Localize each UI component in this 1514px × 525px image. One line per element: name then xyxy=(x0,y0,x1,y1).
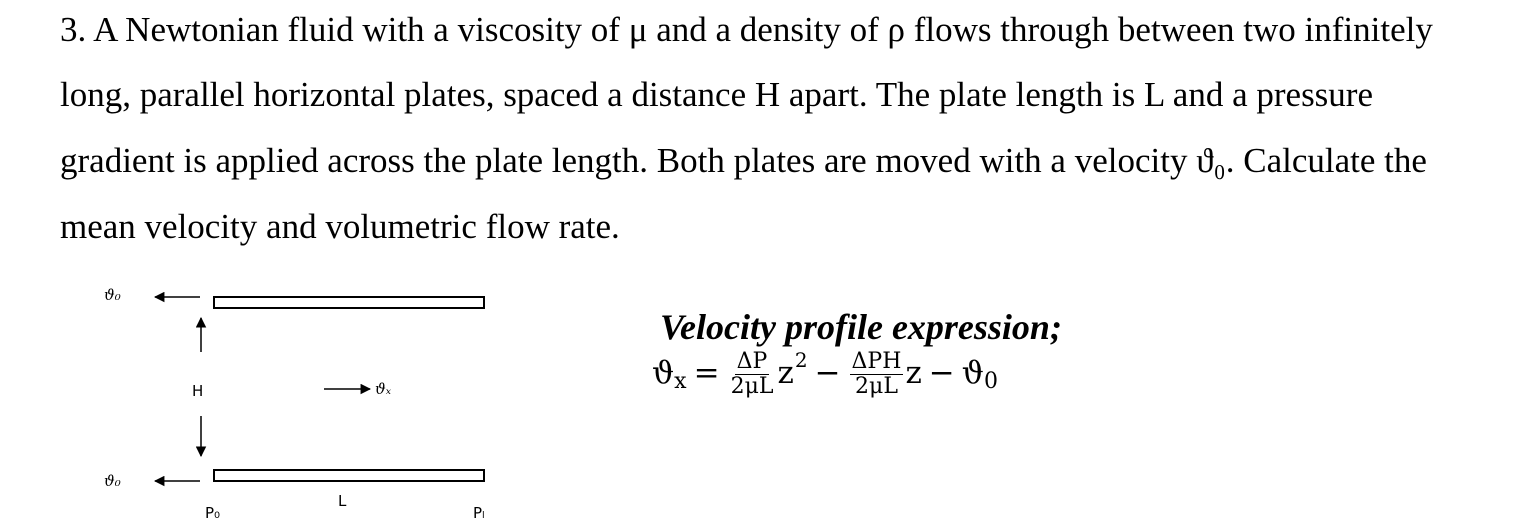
top-plate xyxy=(214,297,484,308)
eq-fraction-1 xyxy=(729,350,776,399)
eq-fraction-2-numerator: ΔPH xyxy=(851,349,902,374)
problem-line-1: 3. A Newtonian fluid with a viscosity of μ and a density of ρ flows through between two infinitely xyxy=(60,10,1433,49)
eq-last-term: ϑ xyxy=(961,354,984,391)
problem-line-4: mean velocity and volumetric flow rate. xyxy=(60,207,620,246)
parallel-plates-diagram xyxy=(90,276,530,525)
eq-last-subscript: 0 xyxy=(983,369,998,394)
bottom-plate xyxy=(214,470,484,481)
velocity-profile-equation xyxy=(652,348,1054,397)
eq-fraction-2 xyxy=(850,350,904,399)
eq-fraction-1-numerator: ΔP xyxy=(736,349,768,374)
eq-lhs-subscript: x xyxy=(674,369,687,394)
eq-term2-variable: z xyxy=(905,354,922,391)
top-velocity-label: ϑ₀ xyxy=(104,286,121,304)
velocity-profile-block xyxy=(652,306,1062,399)
velocity-profile-heading: Velocity profile expression; xyxy=(660,307,1062,347)
eq-minus-2: − xyxy=(928,354,955,391)
eq-lhs: ϑ xyxy=(652,354,675,391)
bottom-velocity-label: ϑ₀ xyxy=(104,472,121,490)
eq-term1-variable: z xyxy=(777,354,794,391)
flow-label: ϑₓ xyxy=(375,380,392,398)
problem-line-3: gradient is applied across the plate length. Both plates are moved with a velocity ϑ₀. Calculate the xyxy=(60,141,1427,180)
problem-line-2: long, parallel horizontal plates, spaced a distance H apart. The plate length is L and a pressure xyxy=(60,75,1373,114)
diagram-svg xyxy=(90,276,530,525)
inlet-pressure-label: P₀ xyxy=(205,504,221,522)
length-label: L xyxy=(338,492,347,510)
eq-equals: = xyxy=(693,354,720,391)
eq-term1-exponent: 2 xyxy=(794,347,808,372)
outlet-pressure-label: Pₗ xyxy=(473,504,485,522)
eq-minus-1: − xyxy=(814,354,841,391)
gap-label: H xyxy=(192,382,204,400)
eq-fraction-2-denominator: 2μL xyxy=(855,374,898,399)
eq-fraction-1-denominator: 2μL xyxy=(730,374,774,399)
